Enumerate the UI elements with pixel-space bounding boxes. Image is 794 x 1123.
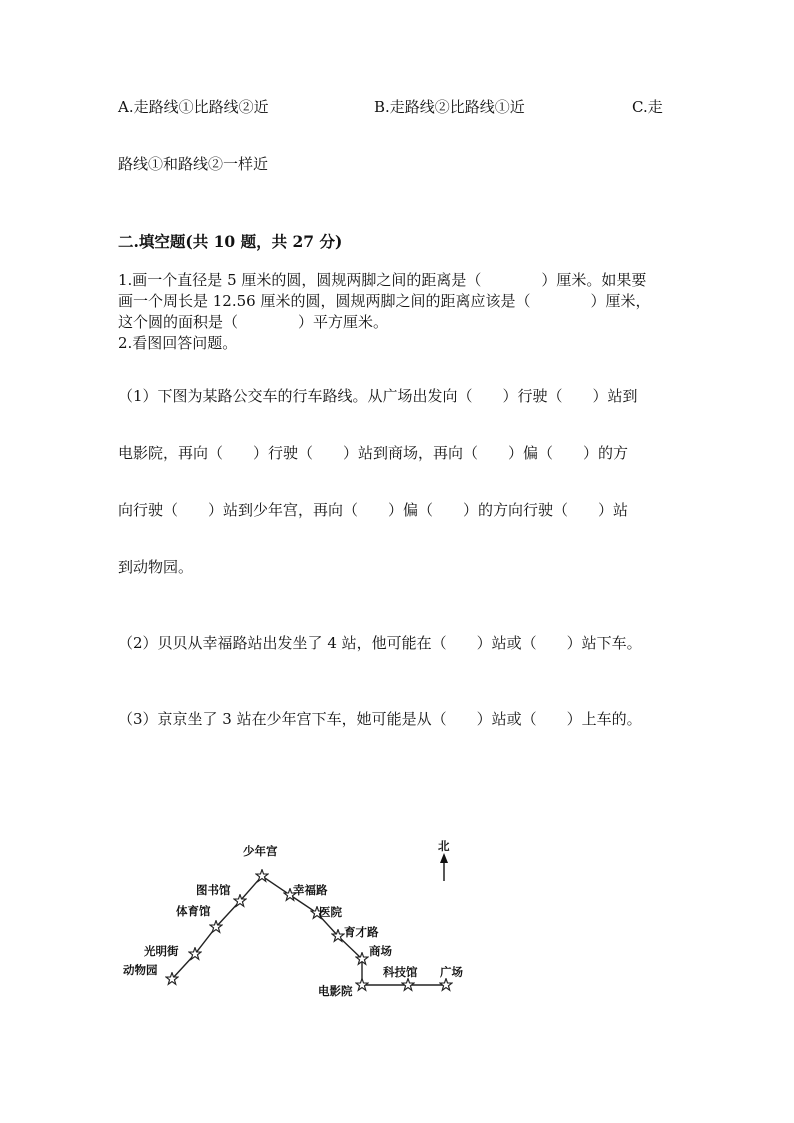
option-a: A.走路线①比路线②近 — [118, 98, 269, 116]
section-title: 二.填空题(共 10 题，共 27 分) — [118, 232, 343, 251]
q1-line-3: 这个圆的面积是（ ）平方厘米。 — [118, 313, 389, 331]
station-label-guangmingjie: 光明街 — [144, 944, 179, 958]
station-label-xingfulu: 幸福路 — [293, 883, 328, 897]
station-label-shaoniangong: 少年宫 — [243, 844, 278, 858]
q1-line-2: 画一个周长是 12.56 厘米的圆，圆规两脚之间的距离应该是（ ）厘米， — [118, 292, 651, 310]
station-label-dongwuyuan: 动物园 — [123, 963, 158, 977]
q2-part1-line-3: 向行驶（ ）站到少年宫，再向（ ）偏（ ）的方向行驶（ ）站 — [118, 501, 629, 519]
station-label-tushuguan: 图书馆 — [196, 883, 231, 897]
q2-title: 2.看图回答问题。 — [118, 334, 238, 352]
station-star-kejiguan — [402, 979, 414, 991]
station-label-yiyuan: 医院 — [319, 905, 342, 919]
station-label-tiyuguan: 体育馆 — [176, 904, 211, 918]
q2-part1-line-4: 到动物园。 — [118, 558, 194, 576]
station-label-dianyingyuan: 电影院 — [318, 984, 353, 998]
station-star-guangchang — [440, 979, 452, 991]
q2-part1-line-2: 电影院，再向（ ）行驶（ ）站到商场，再向（ ）偏（ ）的方 — [118, 444, 629, 462]
station-label-guangchang: 广场 — [440, 965, 463, 979]
q2-part3: （3）京京坐了 3 站在少年宫下车，她可能是从（ ）站或（ ）上车的。 — [118, 710, 642, 728]
option-c-start: C.走 — [632, 98, 663, 116]
station-label-kejiguan: 科技馆 — [383, 965, 418, 979]
north-arrow-head — [440, 853, 448, 863]
q1-line-1: 1.画一个直径是 5 厘米的圆，圆规两脚之间的距离是（ ）厘米。如果要 — [118, 271, 647, 289]
q2-part1-line-1: （1）下图为某路公交车的行车路线。从广场出发向（ ）行驶（ ）站到 — [118, 387, 638, 405]
station-label-yucailu: 育才路 — [344, 925, 379, 939]
station-label-shangchang: 商场 — [369, 944, 392, 958]
option-c-end: 路线①和路线②一样近 — [118, 155, 269, 173]
option-b: B.走路线②比路线①近 — [374, 98, 525, 116]
station-star-dianyingyuan — [356, 979, 368, 991]
q2-part2: （2）贝贝从幸福路站出发坐了 4 站，他可能在（ ）站或（ ）站下车。 — [118, 634, 642, 652]
north-label: 北 — [438, 839, 450, 853]
bus-route-map — [110, 835, 490, 1005]
